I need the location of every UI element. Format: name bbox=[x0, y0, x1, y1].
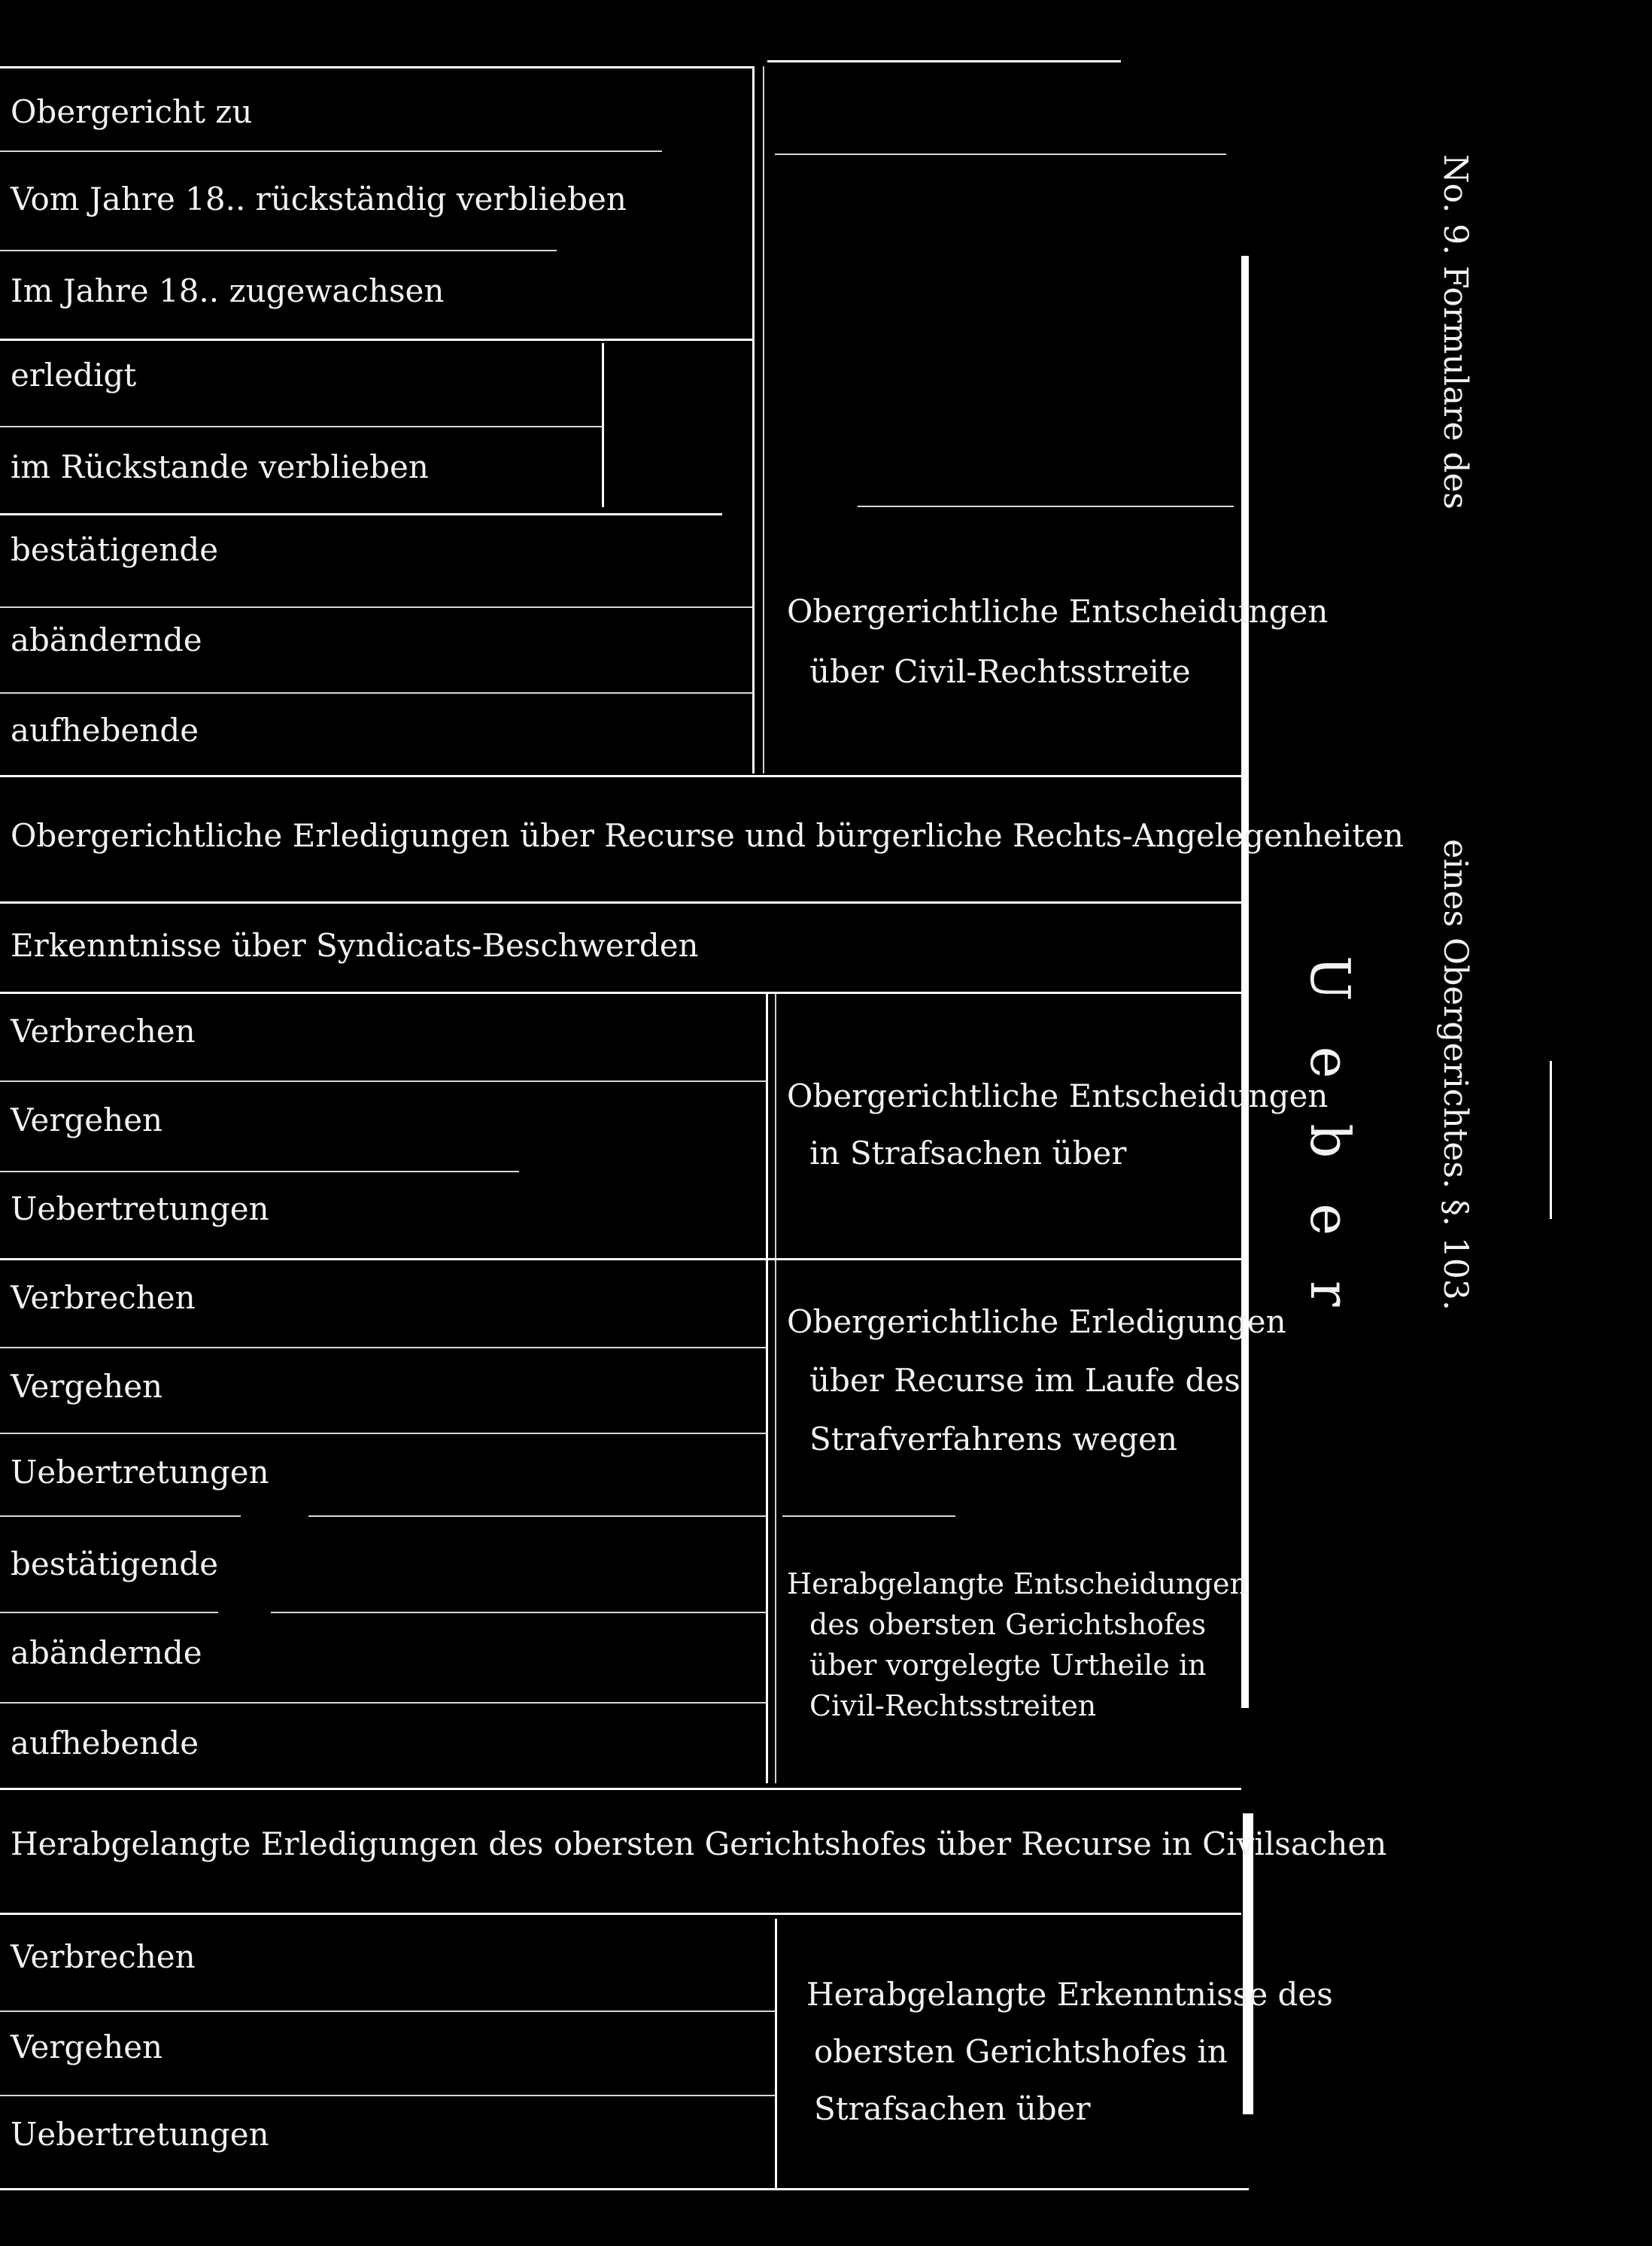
group-civil-line-1: Obergerichtliche Entscheidungen bbox=[787, 593, 1329, 630]
row-line bbox=[0, 250, 557, 251]
row-aufhebende-1: aufhebende bbox=[11, 712, 199, 749]
row-abaendernde-2: abändernde bbox=[11, 1634, 202, 1671]
row-line bbox=[0, 426, 602, 427]
row-abaendernde-1: abändernde bbox=[11, 622, 202, 658]
group-straf-line-2: in Strafsachen über bbox=[809, 1135, 1127, 1172]
form-title: No. 9. Formulare des bbox=[1436, 154, 1474, 510]
row-im-rueckstande: im Rückstande verblieben bbox=[11, 448, 429, 485]
column-divider-1 bbox=[752, 66, 755, 773]
row-line bbox=[0, 1171, 519, 1172]
group-herab-straf-line-2: obersten Gerichtshofes in bbox=[814, 2033, 1228, 2070]
column-divider-2 bbox=[766, 993, 768, 1783]
row-obergericht-zu: Obergericht zu bbox=[11, 93, 253, 130]
row-line bbox=[0, 1433, 766, 1434]
form-subtitle: eines Obergerichtes. §. 103. bbox=[1436, 839, 1474, 1311]
row-line bbox=[0, 150, 662, 152]
row-line bbox=[0, 1612, 218, 1613]
row-line bbox=[0, 606, 752, 608]
row-uebertretungen-3: Uebertretungen bbox=[11, 2116, 269, 2153]
group-herab-civil-line-2: des obersten Gerichtshofes bbox=[809, 1608, 1207, 1641]
group-herab-straf-line-1: Herabgelangte Erkenntnisse des bbox=[806, 1976, 1333, 2013]
bottom-border bbox=[0, 2188, 1249, 2190]
row-aufhebende-2: aufhebende bbox=[11, 1725, 199, 1761]
group-recurse-line-1: Obergerichtliche Erledigungen bbox=[787, 1303, 1286, 1340]
row-vergehen-1: Vergehen bbox=[11, 1102, 163, 1138]
group-herab-civil-line-1: Herabgelangte Entscheidungen bbox=[787, 1567, 1248, 1600]
section-line bbox=[0, 775, 1241, 777]
side-word: Ueber bbox=[1298, 956, 1362, 1352]
column-divider-2b bbox=[775, 993, 776, 1783]
group-herab-civil-line-3: über vorgelegte Urtheile in bbox=[809, 1649, 1207, 1682]
column-divider-1b bbox=[763, 66, 764, 773]
group-line bbox=[858, 506, 1234, 507]
row-verbrechen-2: Verbrechen bbox=[11, 1279, 196, 1316]
column-divider-3 bbox=[775, 1919, 777, 2190]
top-border bbox=[0, 66, 752, 68]
row-bestaetigende-1: bestätigende bbox=[11, 531, 219, 568]
section-line bbox=[0, 1258, 1241, 1260]
erledigt-divider bbox=[602, 343, 604, 507]
row-line bbox=[0, 513, 722, 515]
row-line bbox=[0, 1347, 766, 1348]
row-line bbox=[271, 1612, 766, 1613]
group-straf-line-1: Obergerichtliche Entscheidungen bbox=[787, 1077, 1329, 1114]
top-border-right bbox=[767, 60, 1121, 62]
group-line bbox=[775, 153, 1226, 155]
row-vergehen-2: Vergehen bbox=[11, 1368, 163, 1405]
row-uebertretungen-2: Uebertretungen bbox=[11, 1454, 269, 1491]
row-bestaetigende-2: bestätigende bbox=[11, 1545, 219, 1582]
row-im-jahre: Im Jahre 18.. zugewachsen bbox=[11, 272, 445, 309]
row-verbrechen-1: Verbrechen bbox=[11, 1013, 196, 1050]
row-line bbox=[0, 339, 752, 341]
row-uebertretungen-1: Uebertretungen bbox=[11, 1190, 269, 1227]
section-line bbox=[0, 992, 1241, 994]
row-line bbox=[0, 2095, 775, 2096]
group-civil-line-2: über Civil-Rechtsstreite bbox=[809, 653, 1191, 690]
group-recurse-line-2: über Recurse im Laufe des bbox=[809, 1362, 1241, 1399]
row-herab-recurse-civil: Herabgelangte Erledigungen des obersten Gerichtshofes über Recurse in Civilsachen bbox=[11, 1825, 1387, 1862]
section-line bbox=[0, 1788, 1241, 1790]
margin-rule bbox=[1550, 1061, 1552, 1219]
group-herab-civil-line-4: Civil-Rechtsstreiten bbox=[809, 1689, 1097, 1722]
right-border bbox=[1241, 256, 1249, 1708]
row-line bbox=[308, 1515, 766, 1517]
row-line bbox=[0, 1702, 766, 1703]
row-vergehen-3: Vergehen bbox=[11, 2029, 163, 2065]
section-line bbox=[0, 901, 1241, 904]
group-herab-straf-line-3: Strafsachen über bbox=[814, 2090, 1091, 2127]
section-line bbox=[0, 1913, 1241, 1915]
row-syndicats: Erkenntnisse über Syndicats-Beschwerden bbox=[11, 927, 699, 964]
row-verbrechen-3: Verbrechen bbox=[11, 1938, 196, 1975]
row-erledigungen-recurse: Obergerichtliche Erledigungen über Recurse und bürgerliche Rechts-Angelegenheiten bbox=[11, 817, 1404, 854]
row-erledigt: erledigt bbox=[11, 357, 137, 394]
row-line bbox=[0, 692, 752, 694]
group-recurse-line-3: Strafverfahrens wegen bbox=[809, 1421, 1178, 1457]
row-line bbox=[782, 1515, 955, 1517]
row-line bbox=[0, 1080, 766, 1082]
row-vom-jahre: Vom Jahre 18.. rückständig verblieben bbox=[11, 181, 627, 217]
row-line bbox=[0, 1515, 241, 1517]
row-line bbox=[0, 2010, 775, 2012]
